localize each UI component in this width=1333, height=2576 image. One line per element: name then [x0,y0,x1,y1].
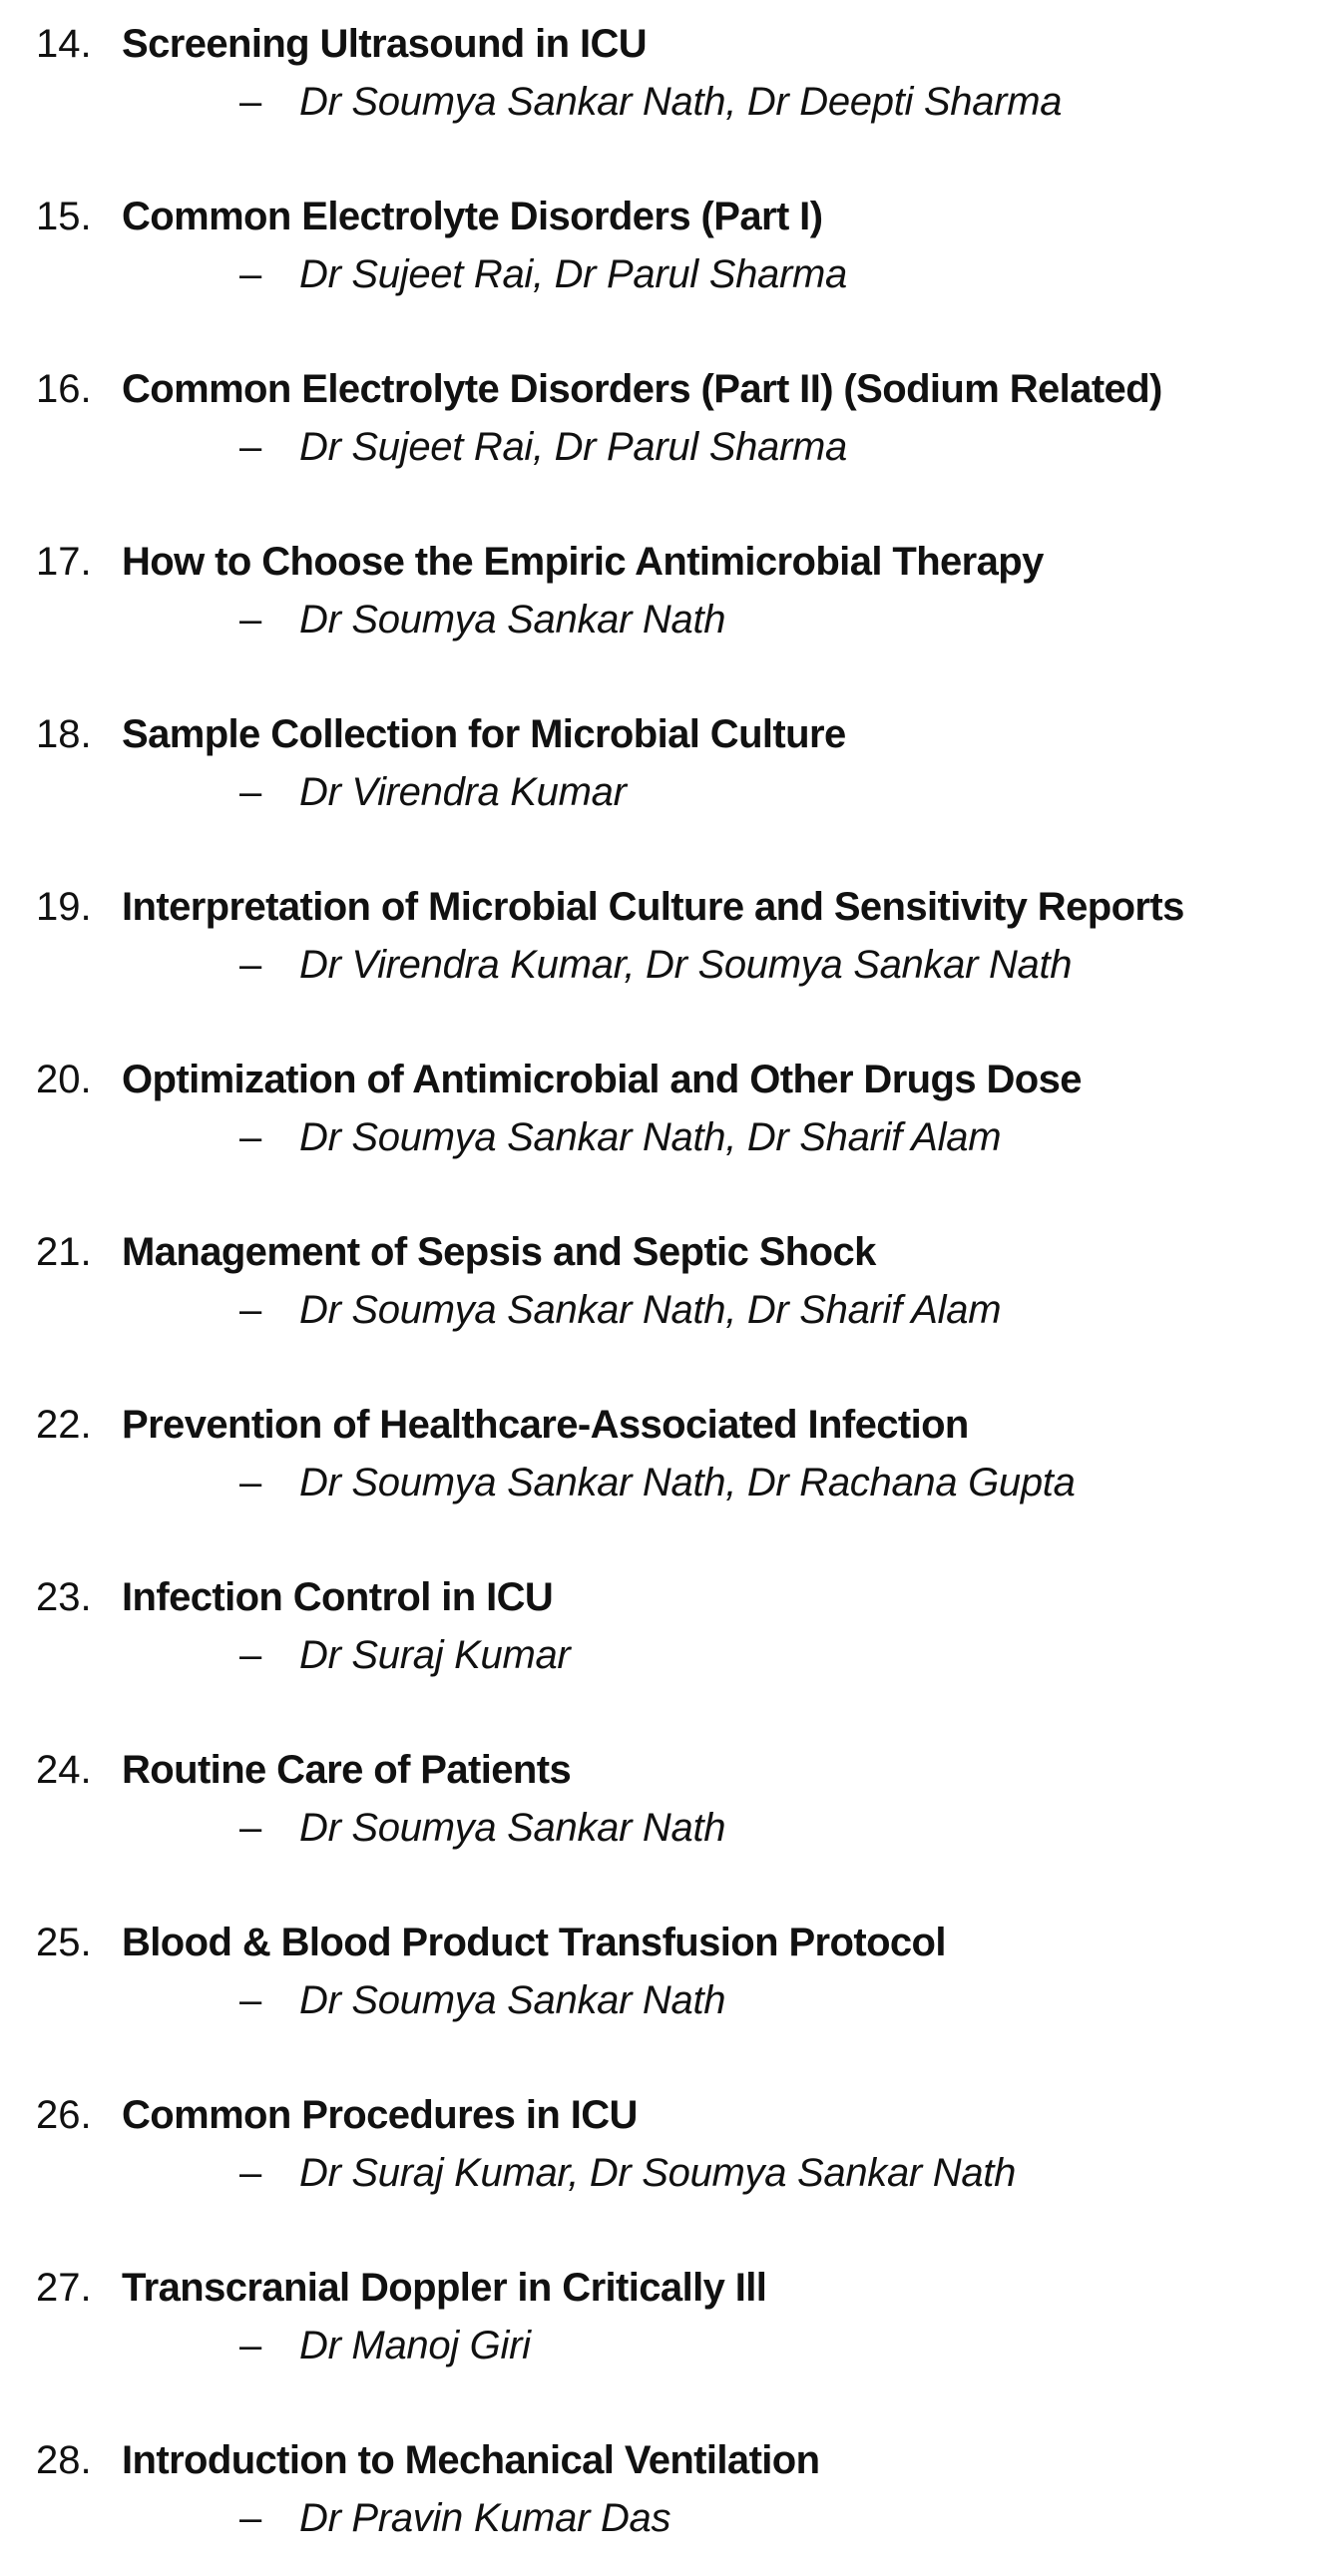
entry-authors: Dr Soumya Sankar Nath [299,1978,726,2022]
entry-number: 20. [36,1058,92,1101]
entry-number: 22. [36,1403,92,1447]
entry-dash: – [239,1288,262,1332]
entry-number: 17. [36,540,92,584]
entry-dash: – [239,2151,262,2195]
toc-entry [0,1208,1333,1368]
toc-entry [0,1381,1333,1540]
entry-title: Introduction to Mechanical Ventilation [122,2438,820,2482]
entry-authors: Dr Soumya Sankar Nath, Dr Sharif Alam [299,1115,1002,1159]
entry-title: Interpretation of Microbial Culture and Sensitivity Reports [122,885,1184,929]
entry-title: Routine Care of Patients [122,1748,572,1792]
toc-entry [0,345,1333,505]
entry-number: 28. [36,2438,92,2482]
toc-entry [0,2416,1333,2576]
entry-dash: – [239,598,262,642]
entry-dash: – [239,1978,262,2022]
entry-title: Optimization of Antimicrobial and Other Drugs Dose [122,1058,1082,1101]
entry-title: Transcranial Doppler in Critically Ill [122,2266,767,2310]
entry-authors: Dr Pravin Kumar Das [299,2496,671,2540]
entry-dash: – [239,2324,262,2367]
entry-authors: Dr Soumya Sankar Nath [299,1806,726,1850]
entry-number: 23. [36,1575,92,1619]
entry-dash: – [239,80,262,124]
entry-authors: Dr Soumya Sankar Nath, Dr Deepti Sharma [299,80,1063,124]
entry-authors: Dr Sujeet Rai, Dr Parul Sharma [299,425,847,469]
entry-authors: Dr Soumya Sankar Nath, Dr Rachana Gupta [299,1461,1076,1504]
entry-dash: – [239,1461,262,1504]
entry-number: 14. [36,22,92,66]
entry-dash: – [239,1806,262,1850]
toc-entry [0,863,1333,1023]
toc-entry [0,0,1333,160]
entry-title: Management of Sepsis and Septic Shock [122,1230,876,1274]
entry-dash: – [239,943,262,987]
toc-entry [0,2071,1333,2231]
entry-title: Common Electrolyte Disorders (Part II) (Sodium Related) [122,367,1162,411]
toc-entry [0,690,1333,850]
entry-number: 16. [36,367,92,411]
entry-authors: Dr Soumya Sankar Nath, Dr Sharif Alam [299,1288,1002,1332]
entry-authors: Dr Sujeet Rai, Dr Parul Sharma [299,252,847,296]
entry-authors: Dr Virendra Kumar [299,770,627,814]
toc-entry [0,1899,1333,2058]
entry-number: 26. [36,2093,92,2137]
entry-title: Sample Collection for Microbial Culture [122,712,846,756]
entry-authors: Dr Virendra Kumar, Dr Soumya Sankar Nath [299,943,1073,987]
toc-entry [0,1036,1333,1195]
entry-number: 27. [36,2266,92,2310]
entry-authors: Dr Suraj Kumar [299,1633,571,1677]
entry-title: Common Procedures in ICU [122,2093,638,2137]
entry-title: Screening Ultrasound in ICU [122,22,648,66]
toc-entry [0,518,1333,677]
entry-title: Common Electrolyte Disorders (Part I) [122,195,823,238]
entry-title: How to Choose the Empiric Antimicrobial Therapy [122,540,1044,584]
toc-entry [0,1553,1333,1713]
entry-dash: – [239,425,262,469]
entry-number: 25. [36,1921,92,1964]
entry-dash: – [239,1115,262,1159]
toc-entry [0,2244,1333,2403]
entry-authors: Dr Soumya Sankar Nath [299,598,726,642]
entry-title: Prevention of Healthcare-Associated Infection [122,1403,969,1447]
entry-number: 24. [36,1748,92,1792]
entry-dash: – [239,770,262,814]
entry-dash: – [239,2496,262,2540]
entry-authors: Dr Manoj Giri [299,2324,531,2367]
entry-dash: – [239,252,262,296]
toc-entry [0,1726,1333,1886]
entry-number: 15. [36,195,92,238]
entry-number: 18. [36,712,92,756]
entry-number: 19. [36,885,92,929]
entry-authors: Dr Suraj Kumar, Dr Soumya Sankar Nath [299,2151,1017,2195]
entry-number: 21. [36,1230,92,1274]
toc-entry [0,173,1333,332]
entry-dash: – [239,1633,262,1677]
entry-title: Blood & Blood Product Transfusion Protocol [122,1921,946,1964]
entry-title: Infection Control in ICU [122,1575,554,1619]
